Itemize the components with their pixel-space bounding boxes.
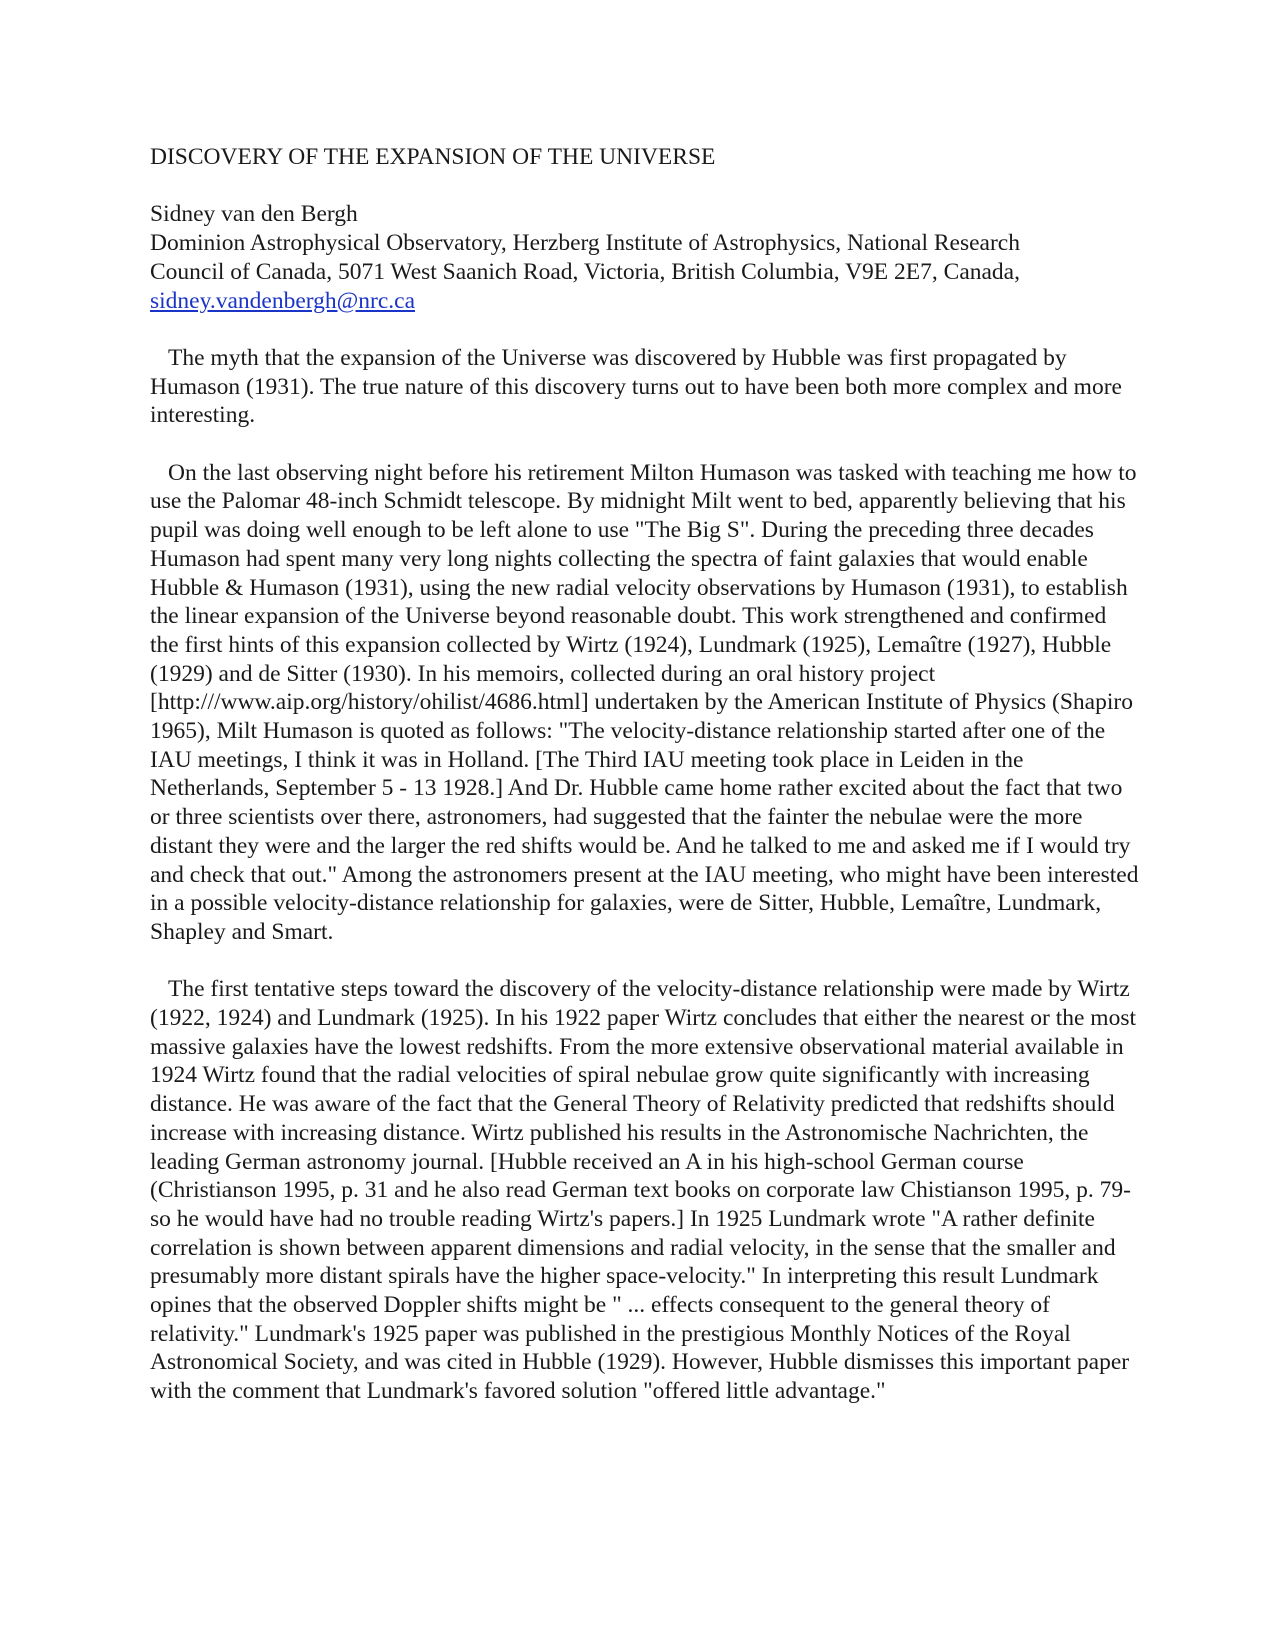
affiliation-line-2: Council of Canada, 5071 West Saanich Road, Victoria, British Columbia, V9E 2E7, Canada, <box>150 258 1020 285</box>
paragraph-2-text: On the last observing night before his retirement Milton Humason was tasked with teaching me how to use the Palomar 48-inch Schmidt telescope. By midnight Milt went to bed, apparently believing that his pupil was doing well enough to be left alone to use "The Big S". During the preceding three decades Humason had spent many very long nights collecting the spectra of faint galaxies that would enable Hubble & Humason (1931), using the new radial velocity observations by Humason (1931), to establish the linear expansion of the Universe beyond reasonable doubt. This work strengthened and confirmed the first hints of this expansion collected by Wirtz (1924), Lundmark (1925), Lemaître (1927), Hubble (1929) and de Sitter (1930). In his memoirs, collected during an oral history project [http:///www.aip.org/history/ohilist/4686.html] undertaken by the American Institute of Physics (Shapiro 1965), Milt Humason is quoted as follows: "The velocity-distance relationship started after one of the IAU meetings, I think it was in Holland. [The Third IAU meeting took place in Leiden in the Netherlands, September 5 - 13 1928.] And Dr. Hubble came home rather excited about the fact that two or three scientists over there, astronomers, had suggested that the fainter the nebulae were the more distant they were and the larger the red shifts would be. And he talked to me and asked me if I would try and check that out." Among the astronomers present at the IAU meeting, who might have been interested in a possible velocity-distance relationship for galaxies, were de Sitter, Hubble, Lemaître, Lundmark, Shapley and Smart. <box>150 459 1139 945</box>
paragraph-3 <box>150 975 1140 1406</box>
email-line <box>150 287 1140 316</box>
affiliation-line-1: Dominion Astrophysical Observatory, Herzberg Institute of Astrophysics, National Research <box>150 230 1020 257</box>
paragraph-2 <box>150 459 1140 947</box>
paragraph-1-text: The myth that the expansion of the Universe was discovered by Hubble was first propagated by Humason (1931). The true nature of this discovery turns out to have been both more complex and more interesting. <box>150 344 1122 429</box>
paragraph-3-text: The first tentative steps toward the discovery of the velocity-distance relationship were made by Wirtz (1922, 1924) and Lundmark (1925). In his 1922 paper Wirtz concludes that either the nearest or the most massive galaxies have the lowest redshifts. From the more extensive observational material available in 1924 Wirtz found that the radial velocities of spiral nebulae grow quite significantly with increasing distance. He was aware of the fact that the General Theory of Relativity predicted that redshifts should increase with increasing distance. Wirtz published his results in the Astronomische Nachrichten, the leading German astronomy journal. [Hubble received an A in his high-school German course (Christianson 1995, p. 31 and he also read German text books on corporate law Chistianson 1995, p. 79- so he would have had no trouble reading Wirtz's papers.] In 1925 Lundmark wrote "A rather definite correlation is shown between apparent dimensions and radial velocity, in the sense that the smaller and presumably more distant spirals have the higher space-velocity." In interpreting this result Lundmark opines that the observed Doppler shifts might be " ... effects consequent to the general theory of relativity." Lundmark's 1925 paper was published in the prestigious Monthly Notices of the Royal Astronomical Society, and was cited in Hubble (1929). However, Hubble dismisses this important paper with the comment that Lundmark's favored solution "offered little advantage." <box>150 976 1137 1405</box>
paper-title: DISCOVERY OF THE EXPANSION OF THE UNIVERSE <box>150 144 716 170</box>
paragraph-1 <box>150 344 1140 430</box>
author-name: Sidney van den Bergh <box>150 201 358 228</box>
document-page <box>150 143 1140 1406</box>
author-block <box>150 200 1140 315</box>
author-email-link[interactable]: sidney.vandenbergh@nrc.ca <box>150 287 416 314</box>
